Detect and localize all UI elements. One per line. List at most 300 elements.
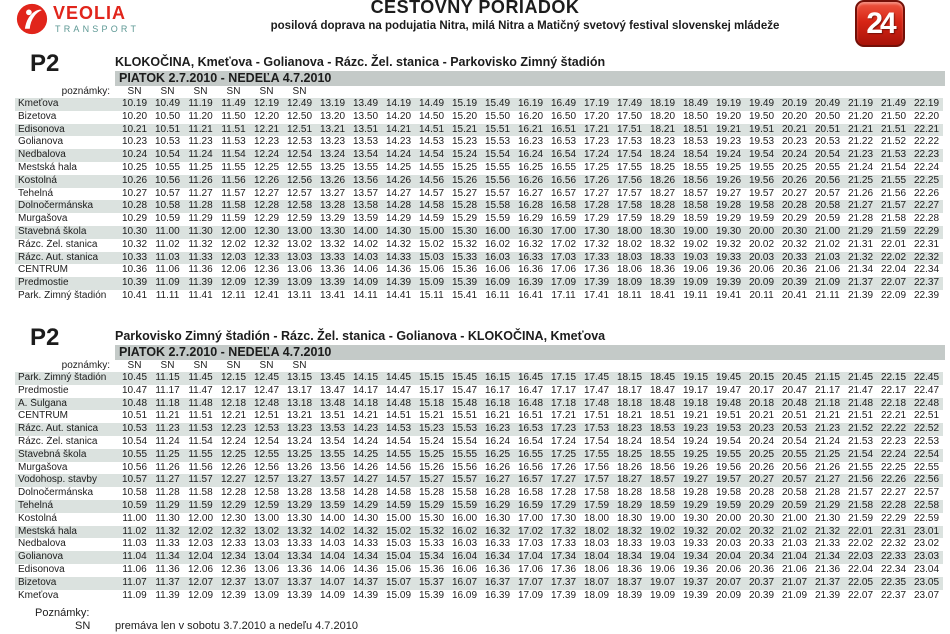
time-cell: 21.19 — [847, 98, 874, 109]
time-cell: 11.54 — [188, 435, 213, 447]
time-cell: 16.02 — [484, 238, 511, 250]
timetable-row — [15, 398, 943, 411]
notes-label: poznámky: — [61, 360, 110, 371]
time-cell: 15.45 — [451, 372, 478, 383]
time-cell: 12.17 — [220, 384, 247, 396]
time-cell: 11.24 — [155, 435, 180, 447]
time-cell: 21.26 — [847, 187, 874, 199]
time-cell: 16.58 — [517, 487, 544, 499]
time-cell: 21.02 — [781, 525, 808, 537]
time-cell: 19.24 — [682, 435, 709, 447]
time-cell: 19.29 — [715, 213, 742, 225]
time-cell: 14.32 — [385, 238, 412, 250]
time-cell: 10.55 — [121, 448, 148, 460]
time-cell: 16.24 — [484, 435, 511, 447]
time-cell: 16.56 — [517, 461, 544, 473]
time-cell: 19.55 — [715, 448, 742, 460]
time-cell: 21.27 — [814, 474, 841, 486]
time-cell: 18.48 — [649, 397, 676, 409]
stop-name: Kostolná — [18, 174, 57, 186]
time-cell: 11.28 — [188, 200, 213, 212]
time-cell: 14.39 — [352, 589, 379, 601]
time-cell: 21.11 — [815, 289, 840, 301]
time-cell: 19.00 — [649, 512, 676, 524]
time-cell: 20.24 — [748, 435, 775, 447]
time-cell: 19.30 — [682, 512, 709, 524]
time-cell: 16.50 — [550, 110, 577, 122]
time-cell: 18.25 — [616, 448, 643, 460]
time-cell: 18.54 — [682, 149, 709, 161]
time-cell: 15.55 — [451, 448, 478, 460]
time-cell: 12.30 — [253, 225, 280, 237]
time-cell: 22.54 — [913, 448, 940, 460]
time-cell: 19.30 — [715, 225, 742, 237]
time-cell: 12.36 — [220, 563, 247, 575]
time-cell: 11.06 — [155, 264, 180, 276]
time-cell: 17.48 — [583, 397, 610, 409]
time-cell: 20.02 — [715, 525, 742, 537]
time-cell: 21.58 — [880, 213, 907, 225]
time-cell: 17.58 — [583, 487, 610, 499]
time-cell: 11.58 — [188, 487, 213, 499]
time-cell: 18.56 — [649, 461, 676, 473]
time-cell: 20.36 — [748, 563, 775, 575]
time-cell: 19.09 — [682, 277, 709, 289]
time-cell: 15.27 — [451, 187, 478, 199]
time-cell: 11.55 — [221, 161, 246, 173]
time-cell: 11.55 — [188, 448, 213, 460]
time-cell: 17.37 — [550, 576, 577, 588]
note-cell — [415, 86, 448, 98]
time-cell: 12.36 — [253, 264, 280, 276]
time-cell: 14.21 — [385, 123, 412, 135]
time-cell: 17.02 — [517, 525, 544, 537]
time-cell: 16.54 — [517, 435, 544, 447]
time-cell: 13.03 — [286, 251, 313, 263]
timetable-row — [15, 252, 943, 265]
page-title: CESTOVNY PORIADOK — [370, 0, 580, 17]
note-cell — [613, 360, 646, 372]
stop-name: Mestská hala — [18, 161, 77, 173]
time-cell: 21.26 — [814, 461, 841, 473]
time-cell: 19.51 — [715, 410, 742, 422]
time-cell: 16.39 — [517, 277, 544, 289]
time-cell: 21.53 — [847, 435, 874, 447]
timetable-row — [15, 449, 943, 462]
time-cell: 21.32 — [847, 251, 874, 263]
time-cell: 22.39 — [913, 289, 940, 301]
time-cell: 17.59 — [616, 213, 643, 225]
note-cell — [646, 86, 679, 98]
time-cell: 12.51 — [286, 123, 313, 135]
note-cell — [349, 86, 382, 98]
time-cell: 14.53 — [418, 136, 445, 148]
time-cell: 16.32 — [517, 238, 544, 250]
time-cell: 20.54 — [814, 149, 841, 161]
time-cell: 21.09 — [814, 277, 841, 289]
time-cell: 22.09 — [880, 289, 907, 301]
stop-name: CENTRUM — [18, 410, 68, 422]
time-cell: 21.30 — [814, 512, 841, 524]
time-cell: 19.26 — [715, 174, 742, 186]
time-cell: 11.50 — [221, 110, 246, 122]
time-cell: 15.59 — [451, 499, 478, 511]
time-cell: 13.41 — [319, 289, 346, 301]
time-cell: 12.26 — [253, 174, 280, 186]
time-cell: 11.25 — [188, 161, 213, 173]
time-cell: 14.09 — [352, 277, 379, 289]
time-cell: 13.56 — [352, 174, 379, 186]
time-cell: 21.24 — [814, 435, 841, 447]
time-cell: 13.51 — [319, 410, 346, 422]
time-cell: 10.25 — [121, 161, 148, 173]
time-cell: 22.01 — [880, 238, 907, 250]
time-cell: 17.06 — [550, 264, 577, 276]
time-cell: 15.18 — [418, 397, 445, 409]
time-cell: 16.25 — [517, 161, 544, 173]
time-cell: 20.06 — [715, 563, 742, 575]
time-cell: 16.21 — [484, 410, 511, 422]
time-cell: 17.00 — [550, 225, 577, 237]
time-cell: 11.33 — [155, 538, 180, 550]
time-cell: 12.55 — [253, 448, 280, 460]
time-cell: 15.02 — [385, 525, 412, 537]
time-cell: 18.29 — [649, 213, 676, 225]
time-cell: 16.06 — [451, 563, 478, 575]
time-cell: 14.57 — [385, 474, 412, 486]
time-cell: 17.29 — [550, 499, 577, 511]
time-cell: 21.29 — [847, 225, 874, 237]
time-cell: 15.24 — [418, 435, 445, 447]
time-cell: 17.33 — [583, 251, 610, 263]
page-subtitle: posilová doprava na podujatia Nitra, milá Nitra a Matičný svetový festival slovenskej mládeže — [270, 20, 780, 32]
time-cell: 12.03 — [220, 251, 247, 263]
time-cell: 13.55 — [319, 448, 346, 460]
time-cell: 19.54 — [748, 149, 775, 161]
time-cell: 12.45 — [253, 372, 280, 383]
time-cell: 17.29 — [583, 213, 610, 225]
time-cell: 18.24 — [649, 149, 676, 161]
time-cell: 18.07 — [583, 576, 610, 588]
time-cell: 19.41 — [715, 289, 742, 301]
time-cell: 22.27 — [880, 487, 907, 499]
note-cell — [679, 86, 712, 98]
time-cell: 17.39 — [583, 277, 610, 289]
time-cell: 12.25 — [253, 161, 280, 173]
time-cell: 10.19 — [121, 98, 148, 109]
note-cell — [316, 360, 349, 372]
time-cell: 18.23 — [649, 136, 676, 148]
time-cell: 18.33 — [616, 538, 643, 550]
time-cell: 17.45 — [583, 372, 610, 383]
time-cell: 13.09 — [253, 589, 280, 601]
time-cell: 20.32 — [781, 238, 808, 250]
stop-name: Rázc. Aut. stanica — [18, 423, 99, 435]
time-cell: 17.55 — [616, 161, 643, 173]
time-cell: 11.02 — [122, 525, 147, 537]
stop-name: Predmostie — [18, 384, 69, 396]
time-cell: 16.51 — [517, 410, 544, 422]
time-cell: 16.19 — [517, 98, 544, 109]
time-cell: 12.47 — [253, 384, 280, 396]
time-cell: 20.39 — [748, 589, 775, 601]
time-cell: 22.31 — [913, 238, 940, 250]
notes-label: poznámky: — [61, 86, 110, 97]
time-cell: 19.06 — [682, 264, 709, 276]
time-cell: 12.15 — [220, 372, 247, 383]
time-cell: 22.57 — [913, 487, 940, 499]
time-cell: 19.09 — [649, 589, 676, 601]
note-cell — [382, 360, 415, 372]
time-cell: 22.35 — [880, 576, 907, 588]
time-cell: 10.48 — [121, 397, 148, 409]
time-cell: 14.32 — [352, 525, 379, 537]
note-cell: SN — [292, 360, 307, 371]
time-cell: 19.50 — [748, 110, 775, 122]
time-cell: 19.17 — [682, 384, 709, 396]
time-cell: 22.37 — [913, 277, 940, 289]
time-cell: 12.54 — [286, 149, 313, 161]
time-cell: 19.56 — [715, 461, 742, 473]
note-cell — [547, 86, 580, 98]
time-cell: 11.51 — [188, 410, 213, 422]
time-cell: 22.51 — [913, 410, 940, 422]
time-cell: 17.33 — [550, 538, 577, 550]
time-cell: 14.33 — [352, 538, 379, 550]
time-cell: 21.27 — [847, 200, 874, 212]
time-cell: 14.33 — [385, 251, 412, 263]
note-cell — [811, 86, 844, 98]
time-cell: 13.25 — [286, 448, 313, 460]
time-cell: 21.54 — [880, 161, 907, 173]
time-cell: 16.34 — [484, 551, 511, 563]
time-cell: 21.49 — [880, 98, 907, 109]
time-cell: 14.00 — [352, 225, 379, 237]
stop-name: Stavebná škola — [18, 448, 87, 460]
time-cell: 16.26 — [517, 174, 544, 186]
time-cell: 12.19 — [253, 98, 280, 109]
time-cell: 12.24 — [253, 149, 280, 161]
time-cell: 11.58 — [221, 200, 246, 212]
time-cell: 21.45 — [847, 372, 874, 383]
stop-name: Edisonova — [18, 563, 65, 575]
time-cell: 11.09 — [155, 277, 180, 289]
time-cell: 19.20 — [715, 110, 742, 122]
note-cell: SN — [193, 86, 208, 97]
time-cell: 21.15 — [814, 372, 841, 383]
time-cell: 20.58 — [814, 200, 841, 212]
time-cell: 14.03 — [319, 538, 346, 550]
time-cell: 21.56 — [880, 187, 907, 199]
time-cell: 10.29 — [121, 213, 148, 225]
time-cell: 11.29 — [155, 499, 180, 511]
time-cell: 17.15 — [550, 372, 577, 383]
time-cell: 21.39 — [847, 289, 874, 301]
time-cell: 15.29 — [451, 213, 478, 225]
time-cell: 22.26 — [880, 474, 907, 486]
veolia-brand-text: VEOLIA — [53, 3, 127, 23]
time-cell: 17.23 — [583, 136, 610, 148]
time-cell: 15.21 — [451, 123, 478, 135]
time-cell: 13.03 — [253, 538, 280, 550]
time-cell: 16.48 — [517, 397, 544, 409]
time-cell: 16.27 — [484, 474, 511, 486]
time-cell: 15.56 — [451, 461, 478, 473]
route-title: KLOKOČINA, Kmeťova - Golianova - Rázc. Žel. stanica - Parkovisko Zimný štadión — [115, 55, 606, 69]
time-cell: 20.15 — [748, 372, 775, 383]
time-cell: 11.07 — [122, 576, 147, 588]
time-cell: 20.59 — [814, 213, 841, 225]
time-cell: 14.59 — [385, 499, 412, 511]
time-cell: 20.20 — [781, 110, 808, 122]
time-cell: 15.59 — [484, 213, 511, 225]
time-cell: 22.25 — [880, 461, 907, 473]
time-cell: 21.28 — [847, 213, 874, 225]
time-cell: 11.32 — [155, 525, 180, 537]
time-cell: 11.03 — [122, 538, 147, 550]
time-cell: 11.48 — [188, 397, 213, 409]
time-cell: 16.09 — [451, 589, 478, 601]
time-cell: 10.32 — [121, 238, 148, 250]
time-cell: 22.33 — [880, 551, 907, 563]
time-cell: 11.49 — [221, 98, 246, 109]
time-cell: 12.59 — [253, 499, 280, 511]
time-cell: 14.57 — [418, 187, 445, 199]
time-cell: 11.56 — [221, 174, 246, 186]
time-cell: 15.09 — [418, 277, 445, 289]
time-cell: 15.19 — [451, 98, 478, 109]
time-cell: 12.07 — [187, 576, 214, 588]
time-cell: 19.34 — [682, 551, 709, 563]
time-cell: 20.34 — [748, 551, 775, 563]
time-cell: 19.59 — [715, 499, 742, 511]
time-cell: 12.24 — [220, 435, 247, 447]
line-number: P2 — [30, 324, 60, 351]
timetable-row — [15, 487, 943, 500]
time-cell: 18.27 — [649, 187, 676, 199]
time-cell: 22.31 — [880, 525, 907, 537]
time-cell: 17.58 — [616, 200, 643, 212]
time-cell: 13.00 — [253, 512, 280, 524]
time-cell: 13.26 — [286, 461, 313, 473]
time-cell: 17.56 — [616, 174, 643, 186]
note-cell — [646, 360, 679, 372]
time-cell: 21.06 — [814, 264, 841, 276]
note-cell — [448, 360, 481, 372]
time-cell: 21.54 — [847, 448, 874, 460]
time-cell: 19.39 — [682, 589, 709, 601]
time-cell: 11.45 — [188, 372, 213, 383]
time-cell: 14.54 — [385, 435, 412, 447]
time-cell: 22.04 — [880, 264, 907, 276]
time-cell: 10.39 — [121, 277, 148, 289]
stop-name: A. Šulgana — [18, 397, 67, 409]
note-cell — [844, 360, 877, 372]
time-cell: 16.39 — [484, 589, 511, 601]
time-cell: 16.58 — [550, 200, 577, 212]
time-cell: 12.50 — [286, 110, 313, 122]
time-cell: 12.58 — [253, 487, 280, 499]
time-cell: 17.27 — [550, 474, 577, 486]
time-cell: 22.59 — [913, 512, 940, 524]
time-cell: 21.56 — [847, 474, 874, 486]
time-cell: 16.55 — [550, 161, 577, 173]
time-cell: 12.06 — [187, 563, 214, 575]
time-cell: 21.32 — [814, 525, 841, 537]
time-cell: 19.27 — [682, 474, 709, 486]
time-cell: 13.53 — [319, 423, 346, 435]
timetable-row — [15, 385, 943, 398]
stop-name: Nedbalova — [18, 538, 66, 550]
time-cell: 20.55 — [814, 161, 841, 173]
time-cell: 18.39 — [649, 277, 676, 289]
time-cell: 20.27 — [748, 474, 775, 486]
time-cell: 13.59 — [352, 213, 379, 225]
time-cell: 10.24 — [121, 149, 148, 161]
time-cell: 23.04 — [913, 563, 940, 575]
time-cell: 21.55 — [847, 461, 874, 473]
note-cell — [778, 360, 811, 372]
time-cell: 12.27 — [253, 187, 280, 199]
time-cell: 22.37 — [880, 589, 907, 601]
time-cell: 12.09 — [220, 277, 247, 289]
time-cell: 20.49 — [814, 98, 841, 109]
time-cell: 22.22 — [880, 423, 907, 435]
time-cell: 13.06 — [253, 563, 280, 575]
time-cell: 13.33 — [319, 251, 346, 263]
time-cell: 20.53 — [781, 423, 808, 435]
time-cell: 20.00 — [715, 512, 742, 524]
time-cell: 14.27 — [352, 474, 379, 486]
timetable-grid — [15, 86, 943, 303]
time-cell: 11.54 — [221, 149, 246, 161]
time-cell: 13.23 — [286, 423, 313, 435]
time-cell: 10.51 — [121, 410, 148, 422]
time-cell: 20.59 — [781, 499, 808, 511]
time-cell: 11.53 — [188, 423, 213, 435]
time-cell: 12.26 — [220, 461, 247, 473]
footer-note-code: SN — [75, 620, 91, 632]
time-cell: 20.45 — [781, 372, 808, 383]
time-cell: 13.30 — [319, 225, 346, 237]
time-cell: 20.18 — [748, 397, 775, 409]
time-cell: 12.54 — [253, 435, 280, 447]
time-cell: 14.51 — [385, 410, 412, 422]
time-cell: 21.36 — [814, 563, 841, 575]
time-cell: 16.26 — [484, 461, 511, 473]
time-cell: 19.07 — [649, 576, 676, 588]
time-cell: 17.23 — [550, 423, 577, 435]
timetable-row — [15, 111, 943, 124]
time-cell: 22.24 — [913, 161, 940, 173]
time-cell: 20.11 — [749, 289, 774, 301]
time-cell: 17.30 — [583, 225, 610, 237]
time-cell: 19.59 — [748, 213, 775, 225]
timetable-row — [15, 423, 943, 436]
time-cell: 18.32 — [616, 525, 643, 537]
time-cell: 15.17 — [418, 384, 445, 396]
time-cell: 14.41 — [385, 289, 412, 301]
time-cell: 15.47 — [451, 384, 478, 396]
time-cell: 12.23 — [220, 423, 247, 435]
time-cell: 15.36 — [418, 563, 445, 575]
time-cell: 16.47 — [517, 384, 544, 396]
time-cell: 13.25 — [319, 161, 346, 173]
time-cell: 22.53 — [913, 435, 940, 447]
time-cell: 15.57 — [484, 187, 511, 199]
time-cell: 18.53 — [682, 136, 709, 148]
timetable-row — [15, 564, 943, 577]
